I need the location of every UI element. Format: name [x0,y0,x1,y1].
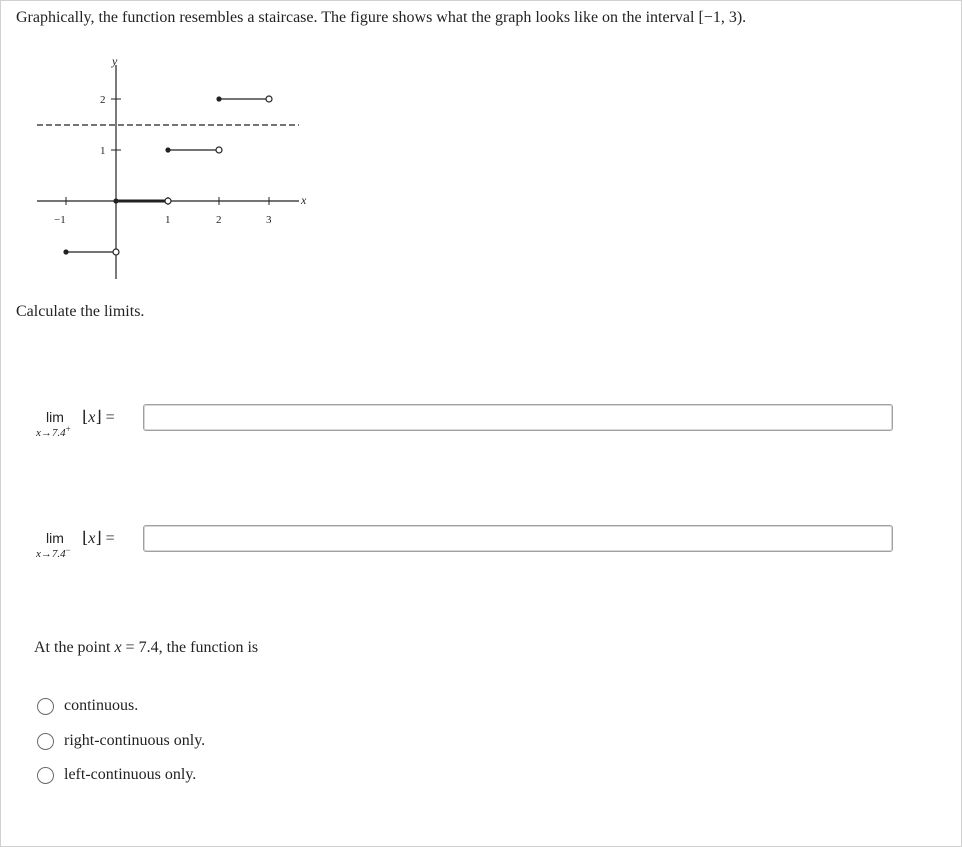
limit-row-right [34,407,904,447]
closed-endpoint [113,198,118,203]
floor-open: ⌊ [82,409,89,426]
floor-variable: x [88,409,96,426]
option-label: continuous. [64,697,139,714]
floor-close-equals: ⌋ = [95,530,115,547]
floor-open: ⌊ [82,530,89,547]
lim-subscript [36,424,71,439]
continuity-question [34,639,258,657]
limit-expression [34,407,134,447]
radio-button[interactable] [37,698,54,715]
closed-endpoint [216,96,221,101]
option-label: right-continuous only. [64,732,206,749]
limit-expression [34,528,134,568]
right-limit-answer-input[interactable] [143,404,893,431]
lim-approach: x→7.4 [36,548,66,560]
option-continuous[interactable] [37,696,297,720]
option-right-continuous[interactable] [37,731,297,755]
y-tick-label: 1 [100,145,106,157]
question-prefix: At the point [34,639,115,656]
open-endpoint [216,147,222,153]
open-endpoint [266,96,272,102]
open-endpoint [113,249,119,255]
floor-function [82,528,115,548]
question-variable: x [114,639,122,656]
lim-subscript [36,545,71,560]
option-label: left-continuous only. [64,766,197,783]
question-suffix: = 7.4, the function is [121,639,259,656]
y-axis-label: y [112,54,118,68]
intro-text: Graphically, the function resembles a staircase. The figure shows what the graph looks like on the interval [−1, 3). [16,9,747,26]
lim-direction: + [65,424,71,434]
floor-close-equals: ⌋ = [95,409,115,426]
lim-approach: x→7.4 [36,427,66,439]
option-left-continuous[interactable] [37,765,297,789]
x-tick-label: −1 [54,214,66,226]
closed-endpoint [165,147,170,152]
x-tick-label: 1 [165,214,171,226]
limit-row-left [34,528,904,568]
floor-variable: x [88,530,96,547]
lim-operator: lim [46,530,64,546]
x-axis-label: x [301,193,307,207]
left-limit-answer-input[interactable] [143,525,893,552]
radio-button[interactable] [37,767,54,784]
lim-operator: lim [46,409,64,425]
instruction-text: Calculate the limits. [16,303,145,320]
floor-function [82,407,115,427]
x-tick-label: 2 [216,214,222,226]
lim-direction: − [65,545,71,555]
open-endpoint [165,198,171,204]
radio-button[interactable] [37,733,54,750]
staircase-graph [31,53,321,285]
closed-endpoint [63,249,68,254]
y-tick-label: 2 [100,94,106,106]
x-tick-label: 3 [266,214,272,226]
